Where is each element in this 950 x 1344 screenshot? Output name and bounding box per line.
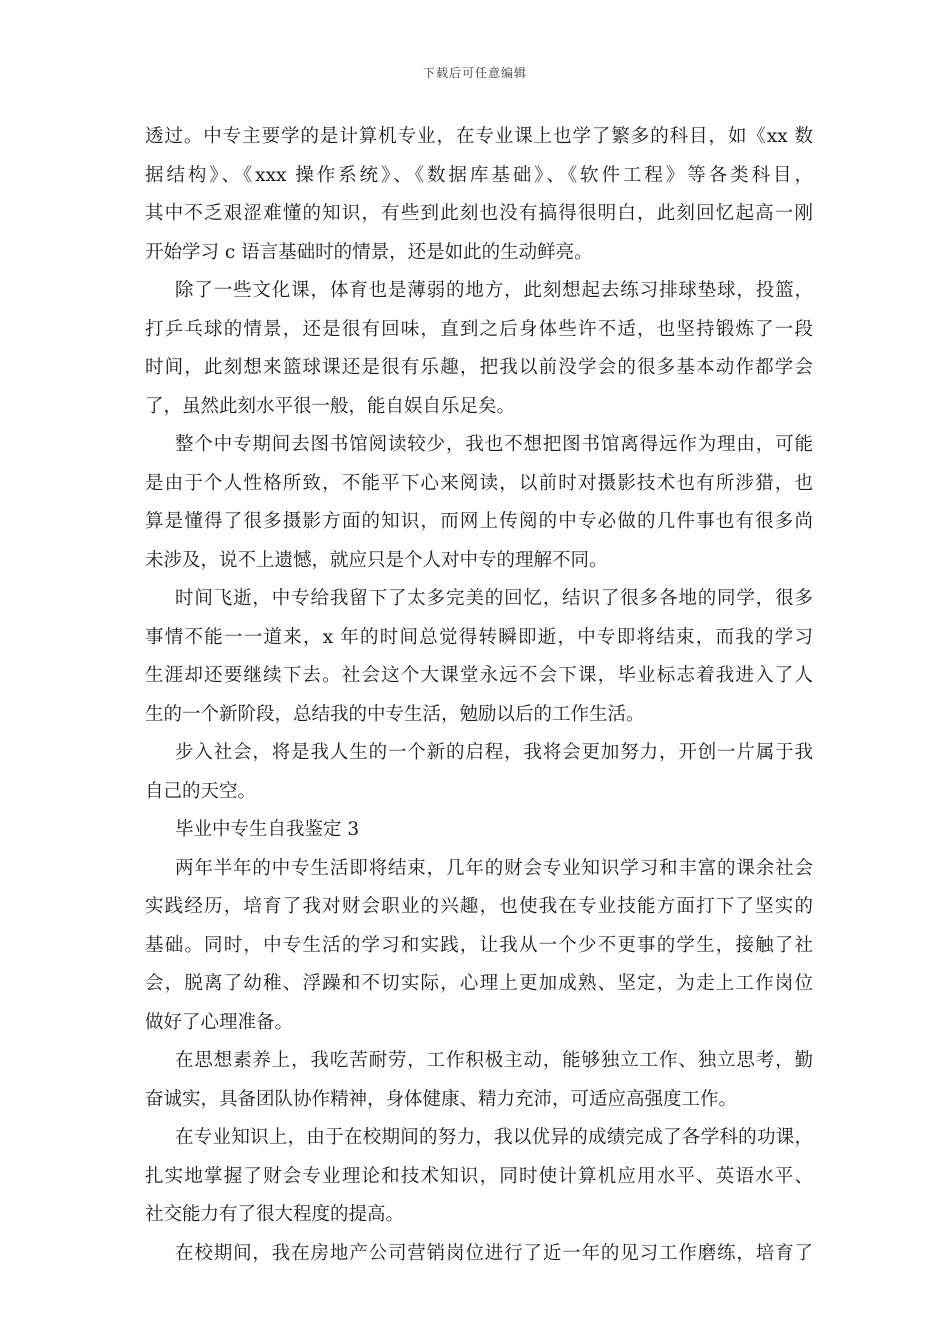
text-line: 在思想素养上，我吃苦耐劳，工作积极主动，能够独立工作、独立思考，勤 [175,1050,813,1071]
text-line: 做好了心理准备。 [145,1011,294,1033]
text-line: 在校期间，我在房地产公司营销岗位进行了近一年的见习工作磨练，培育了 [175,1242,813,1264]
text-line: 自己的天空。 [145,780,257,802]
text-line: 透过。中专主要学的是计算机专业，在专业课上也学了繁多的科目，如《xx 数 [145,126,813,147]
text-line: 在专业知识上，由于在校期间的努力，我以优异的成绩完成了各学科的功课， [175,1127,813,1148]
text-line: 实践经历，培育了我对财会职业的兴趣，也使我在专业技能方面打下了坚实的 [145,896,813,917]
text-line: 了，虽然此刻水平很一般，能自娱自乐足矣。 [145,395,516,417]
text-line: 事情不能一一道来，x 年的时间总觉得转瞬即逝，中专即将结束，而我的学习 [145,626,813,648]
text-line: 未涉及，说不上遗憾，就应只是个人对中专的理解不同。 [145,549,608,571]
page-header: 下载后可任意编辑 [422,66,527,80]
text-line: 社交能力有了很大程度的提高。 [145,1204,405,1225]
text-line: 开始学习 c 语言基础时的情景，还是如此的生动鲜亮。 [145,241,593,263]
text-line: 毕业中专生自我鉴定 3 [175,819,360,840]
text-line: 据结构》、《xxx 操作系统》、《数据库基础》、《软件工程》等各类科目， [145,164,813,186]
text-line: 整个中专期间去图书馆阅读较少，我也不想把图书馆离得远作为理由，可能 [175,434,813,455]
text-line: 步入社会，将是我人生的一个新的启程，我将会更加努力，开创一片属于我 [175,742,813,763]
text-line: 奋诚实，具备团队协作精神，身体健康、精力充沛，可适应高强度工作。 [145,1088,738,1110]
text-line: 两年半年的中专生活即将结束，几年的财会专业知识学习和丰富的课余社会 [175,857,813,879]
text-line: 时间飞逝，中专给我留下了太多完美的回忆，结识了很多各地的同学，很多 [175,588,813,609]
text-line: 扎实地掌握了财会专业理论和技术知识，同时使计算机应用水平、英语水平、 [145,1165,813,1187]
text-line: 算是懂得了很多摄影方面的知识，而网上传阅的中专必做的几件事也有很多尚 [145,511,813,532]
text-line: 其中不乏艰涩难懂的知识，有些到此刻也没有搞得很明白，此刻回忆起高一刚 [145,203,813,224]
text-line: 是由于个人性格所致，不能平下心来阅读，以前时对摄影技术也有所涉猎，也 [145,472,813,494]
text-line: 时间，此刻想来篮球课还是很有乐趣，把我以前没学会的很多基本动作都学会 [145,357,813,378]
document-body [145,118,813,1273]
text-line: 会，脱离了幼稚、浮躁和不切实际，心理上更加成熟、坚定，为走上工作岗位 [145,973,813,994]
text-line: 打乒乓球的情景，还是很有回味，直到之后身体些许不适，也坚持锻炼了一段 [145,318,813,340]
text-line: 生涯却还要继续下去。社会这个大课堂永远不会下课，毕业标志着我进入了人 [145,665,813,686]
text-line: 基础。同时，中专生活的学习和实践，让我从一个少不更事的学生，接触了社 [145,934,813,956]
text-line: 生的一个新阶段，总结我的中专生活，勉励以后的工作生活。 [145,703,645,725]
text-line: 除了一些文化课，体育也是薄弱的地方，此刻想起去练习排球垫球，投篮， [175,280,813,301]
